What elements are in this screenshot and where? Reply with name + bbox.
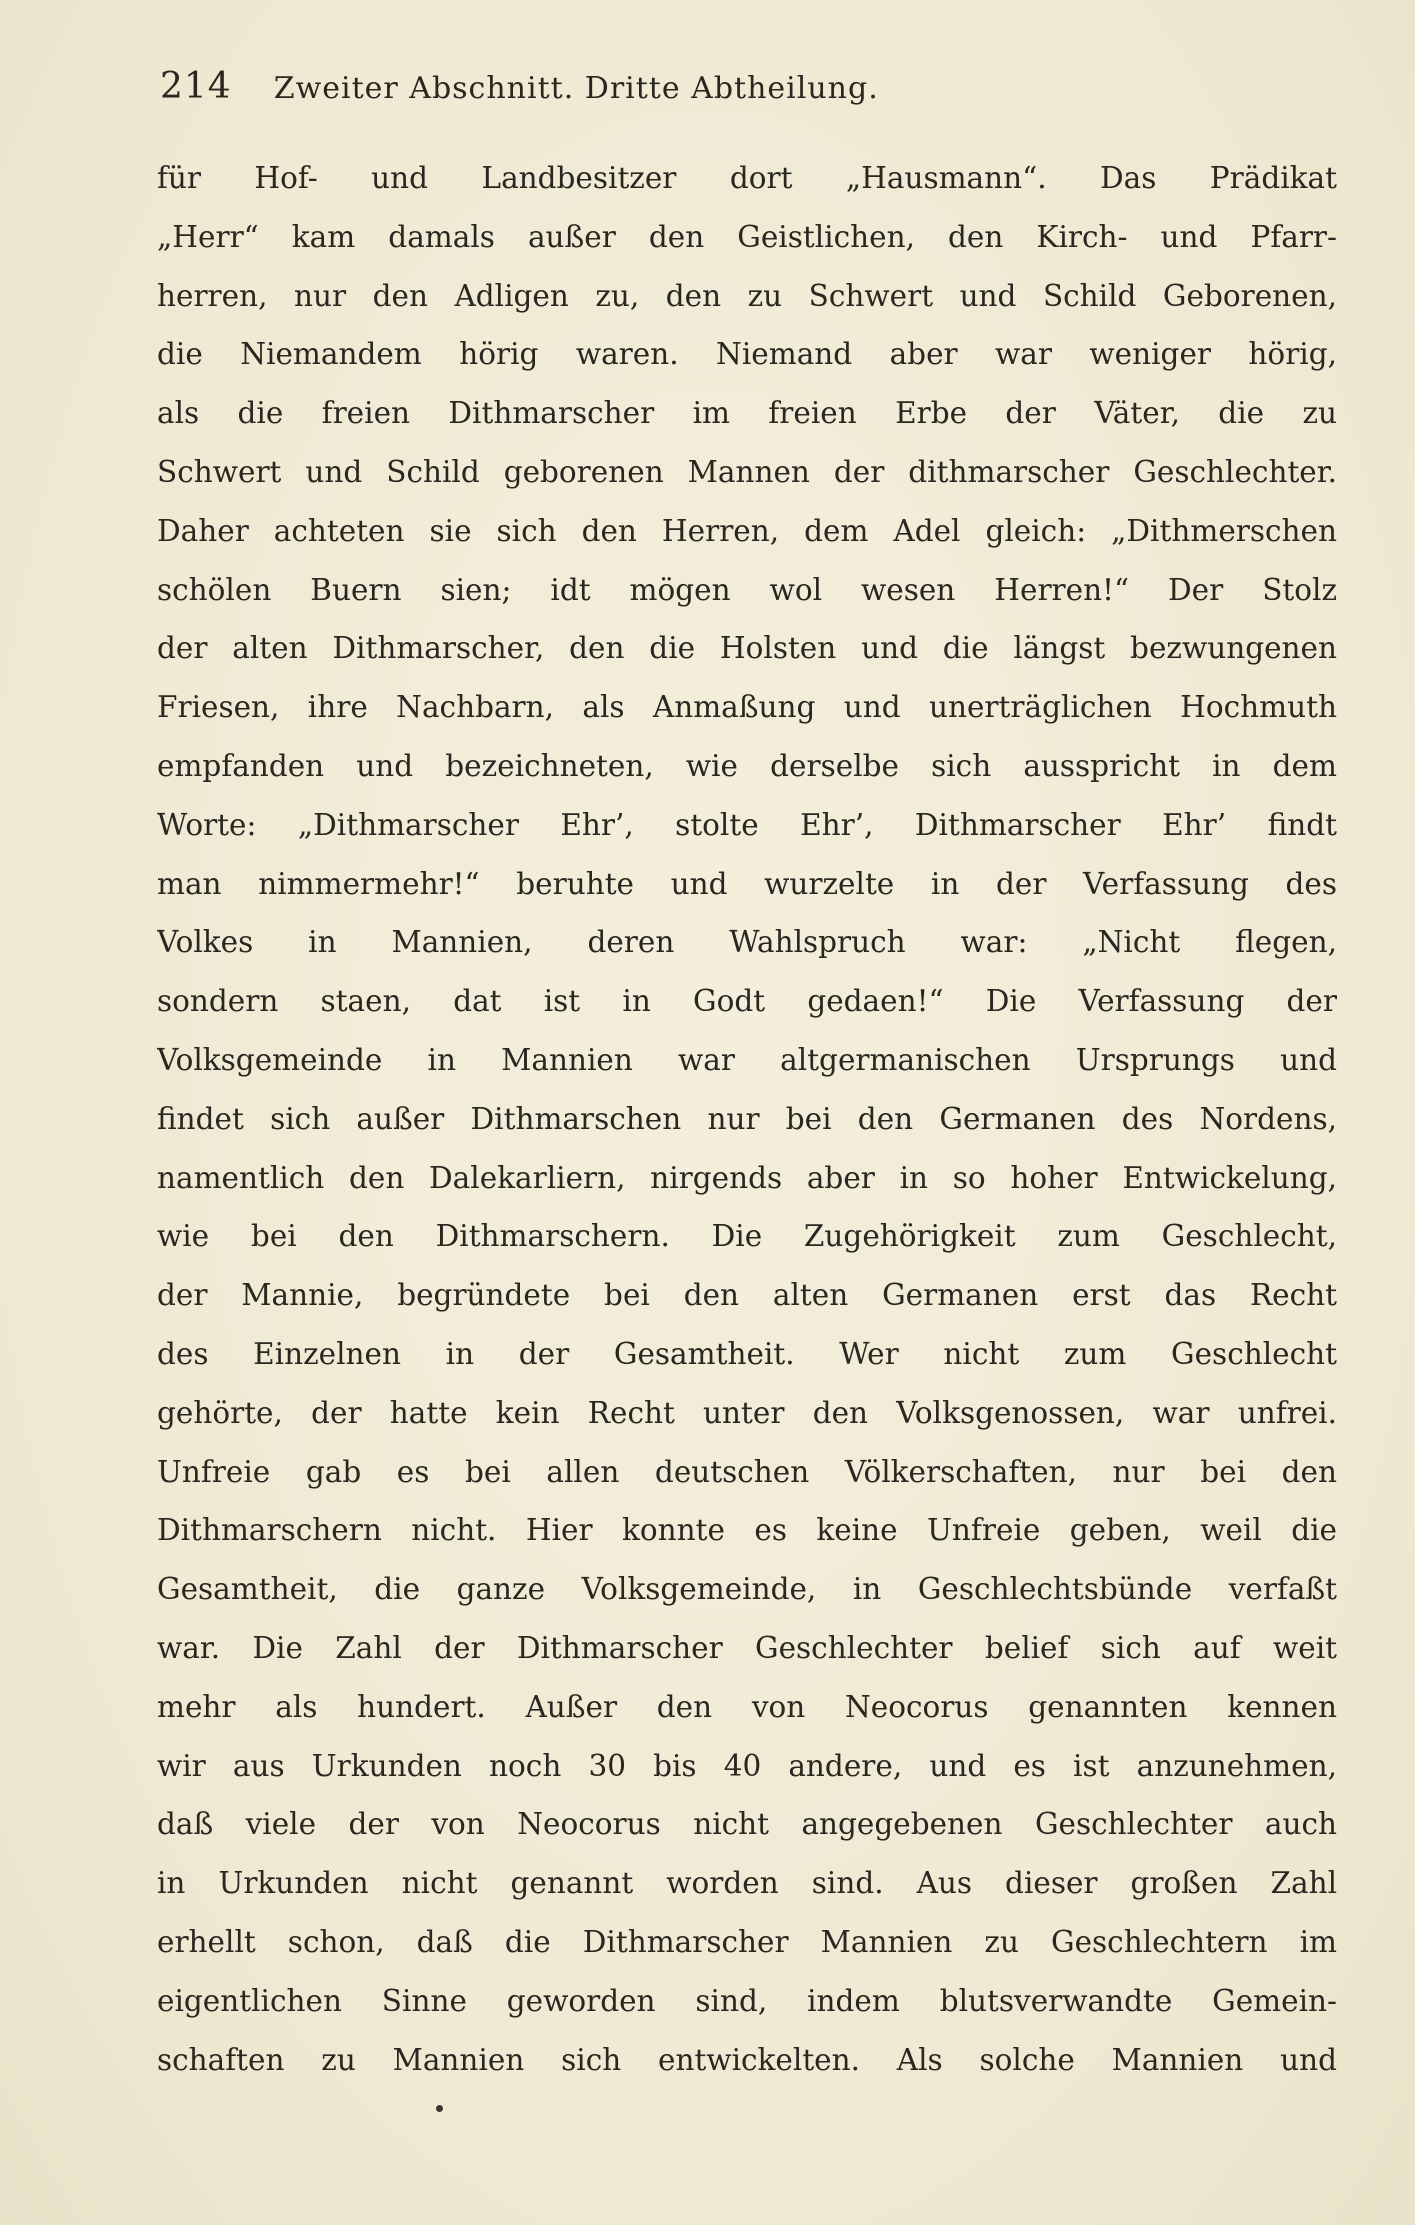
text-line: wir aus Urkunden noch 30 bis 40 andere, und es ist anzunehmen, xyxy=(157,1748,1337,1783)
page-header xyxy=(160,66,1340,114)
text-line: Schwert und Schild geborenen Mannen der dithmarscher Geschlechter. xyxy=(157,454,1337,489)
text-line: gehörte, der hatte kein Recht unter den Volksgenossen, war unfrei. xyxy=(157,1395,1337,1430)
text-line: mehr als hundert. Außer den von Neocorus genannten kennen xyxy=(157,1689,1337,1724)
page-number: 214 xyxy=(160,66,232,107)
text-line: findet sich außer Dithmarschen nur bei den Germanen des Nordens, xyxy=(157,1101,1337,1136)
text-line: der Mannie, begründete bei den alten Germanen erst das Recht xyxy=(157,1278,1337,1313)
text-line: die Niemandem hörig waren. Niemand aber war weniger hörig, xyxy=(157,337,1337,372)
text-line: Dithmarschern nicht. Hier konnte es keine Unfreie geben, weil die xyxy=(157,1513,1337,1548)
text-line: Friesen, ihre Nachbarn, als Anmaßung und unerträglichen Hochmuth xyxy=(157,690,1337,725)
text-line: daß viele der von Neocorus nicht angegebenen Geschlechter auch xyxy=(157,1807,1337,1842)
text-line: man nimmermehr!“ beruhte und wurzelte in der Verfassung des xyxy=(157,866,1337,901)
text-line: Unfreie gab es bei allen deutschen Völkerschaften, nur bei den xyxy=(157,1454,1337,1489)
text-line: der alten Dithmarscher, den die Holsten und die längst bezwungenen xyxy=(157,631,1337,666)
text-line: schölen Buern sien; idt mögen wol wesen Herren!“ Der Stolz xyxy=(157,572,1337,607)
running-head: Zweiter Abschnitt. Dritte Abtheilung. xyxy=(273,71,879,106)
text-line: namentlich den Dalekarliern, nirgends aber in so hoher Entwickelung, xyxy=(157,1160,1337,1195)
text-line: Daher achteten sie sich den Herren, dem Adel gleich: „Dithmerschen xyxy=(157,513,1337,548)
text-line: Volksgemeinde in Mannien war altgermanischen Ursprungs und xyxy=(157,1042,1337,1077)
text-line: „Herr“ kam damals außer den Geistlichen, den Kirch- und Pfarr- xyxy=(157,219,1337,254)
text-line: eigentlichen Sinne geworden sind, indem blutsverwandte Gemein- xyxy=(157,1983,1337,2018)
text-line: war. Die Zahl der Dithmarscher Geschlechter belief sich auf weit xyxy=(157,1630,1337,1665)
text-line: für Hof- und Landbesitzer dort „Hausmann“. Das Prädikat xyxy=(157,161,1337,195)
text-line: wie bei den Dithmarschern. Die Zugehörigkeit zum Geschlecht, xyxy=(157,1219,1337,1254)
text-line: Gesamtheit, die ganze Volksgemeinde, in Geschlechtsbünde verfaßt xyxy=(157,1572,1337,1607)
text-line: in Urkunden nicht genannt worden sind. Aus dieser großen Zahl xyxy=(157,1866,1337,1901)
text-line: als die freien Dithmarscher im freien Erbe der Väter, die zu xyxy=(157,396,1337,431)
text-line: des Einzelnen in der Gesamtheit. Wer nicht zum Geschlecht xyxy=(157,1336,1337,1371)
text-line: herren, nur den Adligen zu, den zu Schwert und Schild Geborenen, xyxy=(157,278,1337,313)
body-text xyxy=(157,149,1337,2089)
text-line: erhellt schon, daß die Dithmarscher Mannien zu Geschlechtern im xyxy=(157,1924,1337,1959)
text-line: Worte: „Dithmarscher Ehr’, stolte Ehr’, Dithmarscher Ehr’ findt xyxy=(157,807,1337,842)
printer-dot xyxy=(436,2105,443,2112)
text-line: Volkes in Mannien, deren Wahlspruch war: „Nicht flegen, xyxy=(157,925,1337,960)
text-line: schaften zu Mannien sich entwickelten. Als solche Mannien und xyxy=(157,2042,1337,2077)
text-line: sondern staen, dat ist in Godt gedaen!“ Die Verfassung der xyxy=(157,984,1337,1019)
text-line: empfanden und bezeichneten, wie derselbe sich ausspricht in dem xyxy=(157,748,1337,783)
